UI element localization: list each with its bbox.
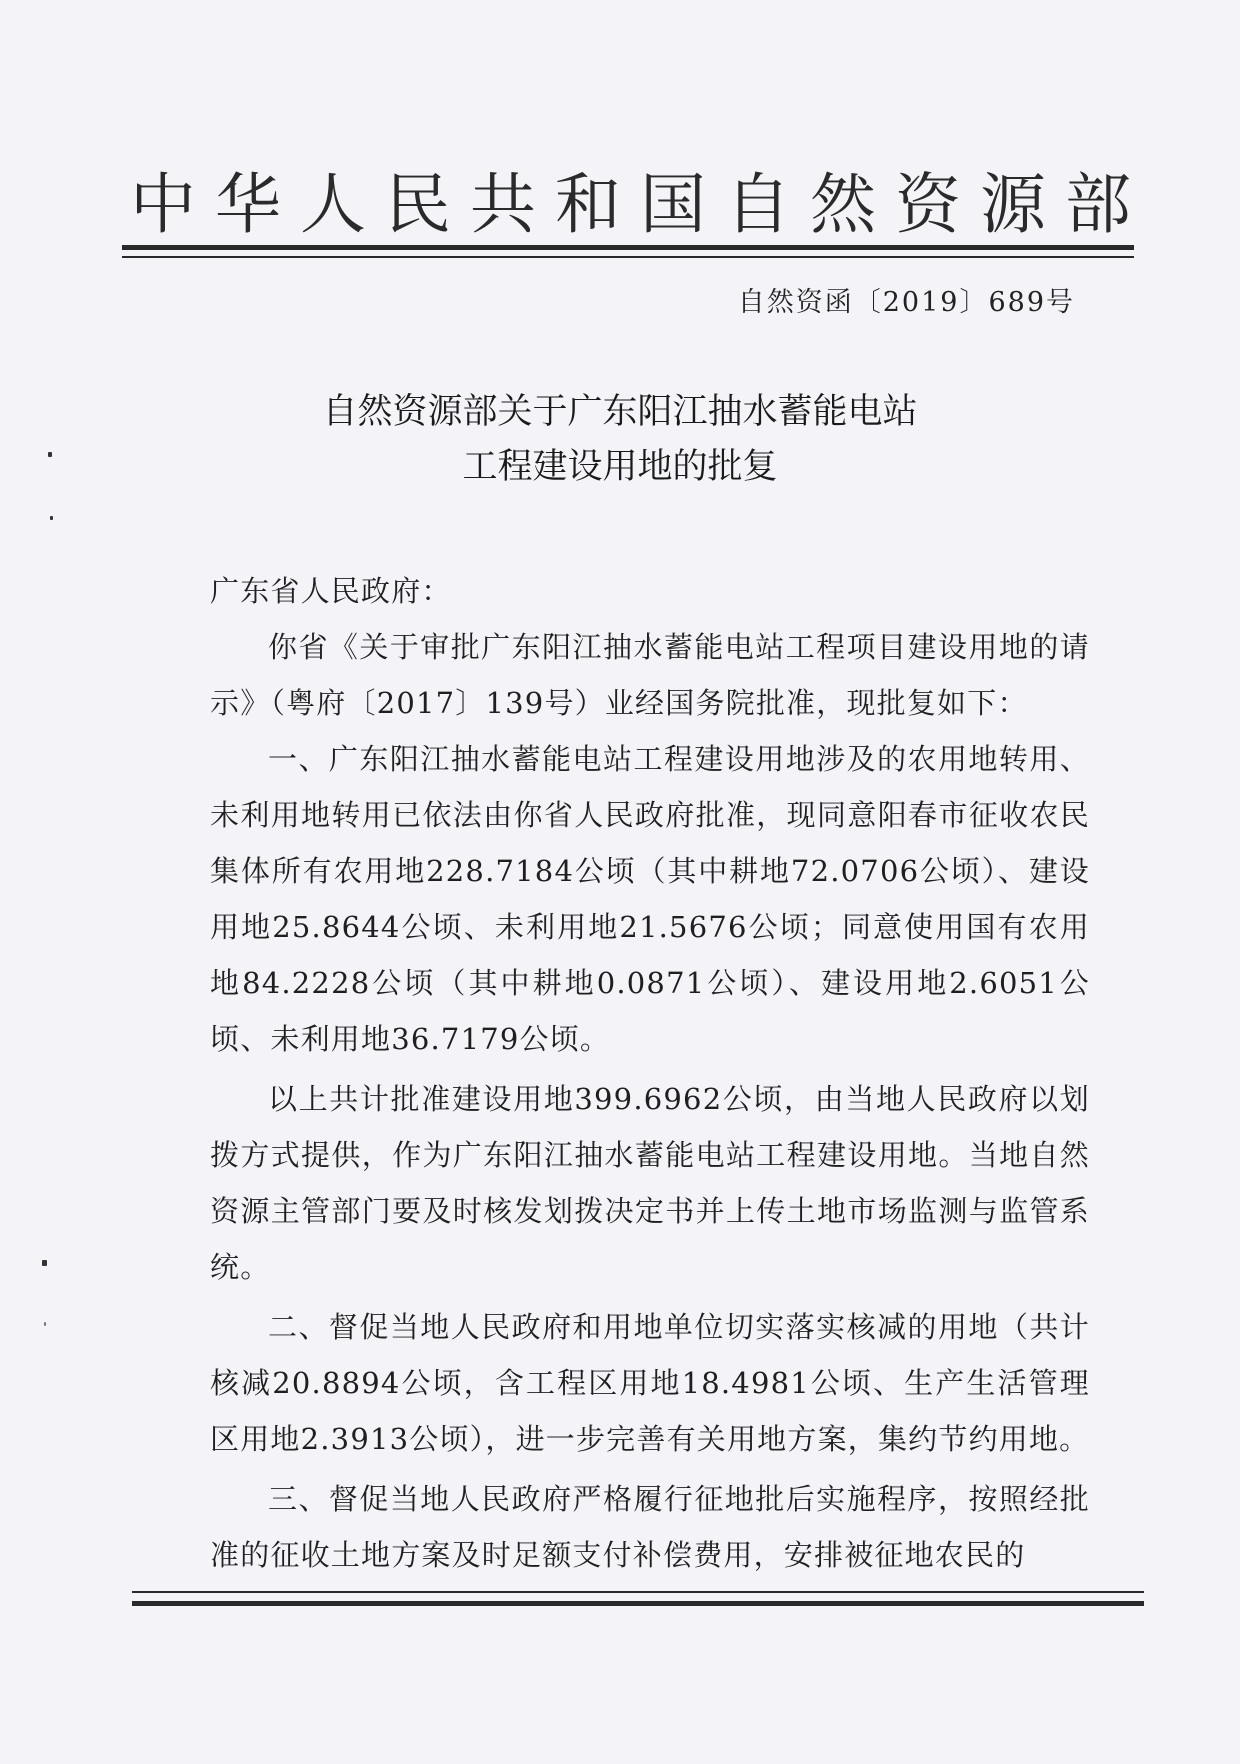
scan-speck xyxy=(48,452,52,457)
paragraph-item-2: 二、督促当地人民政府和用地单位切实落实核减的用地（共计核减20.8894公顷，含工程区用地18.4981公顷、生产生活管理区用地2.3913公顷），进一步完善有关用地方案，集约节约用地。 xyxy=(210,1310,1090,1456)
letterhead-rule-thick xyxy=(122,245,1134,250)
paragraph-total: 以上共计批准建设用地399.6962公顷，由当地人民政府以划拨方式提供，作为广东阳江抽水蓄能电站工程建设用地。当地自然资源主管部门要及时核发划拨决定书并上传土地市场监测与监管系统。 xyxy=(210,1082,1090,1284)
document-heading-line-1: 自然资源部关于广东阳江抽水蓄能电站 xyxy=(322,392,918,432)
paragraph-item-3: 三、督促当地人民政府严格履行征地批后实施程序，按照经批准的征收土地方案及时足额支付补偿费用，安排被征地农民的 xyxy=(210,1482,1090,1572)
scan-speck xyxy=(42,1260,47,1266)
footer-rule-thick xyxy=(132,1601,1144,1606)
scan-speck xyxy=(44,1322,46,1326)
letterhead-rule-thin xyxy=(122,256,1134,258)
footer-rule-thin xyxy=(132,1591,1144,1593)
scan-speck xyxy=(50,516,53,520)
letterhead-title: 中华人民共和国自然资源部 xyxy=(130,166,1150,243)
paragraph-intro: 你省《关于审批广东阳江抽水蓄能电站工程项目建设用地的请示》（粤府〔2017〕139号）业经国务院批准，现批复如下： xyxy=(210,630,1090,720)
document-body xyxy=(210,563,1090,1583)
paragraph-item-1: 一、广东阳江抽水蓄能电站工程建设用地涉及的农用地转用、未利用地转用已依法由你省人民政府批准，现同意阳春市征收农民集体所有农用地228.7184公顷（其中耕地72.0706公顷）、建设用地25.8644公顷、未利用地21.5676公顷；同意使用国有农用地84.2228公顷（其中耕地0.0871公顷）、建设用地2.6051公顷、未利用地36.7179公顷。 xyxy=(210,742,1090,1056)
document-number: 自然资函〔2019〕689号 xyxy=(737,287,1075,318)
document-heading-line-2: 工程建设用地的批复 xyxy=(462,447,778,487)
addressee: 广东省人民政府： xyxy=(210,574,452,608)
